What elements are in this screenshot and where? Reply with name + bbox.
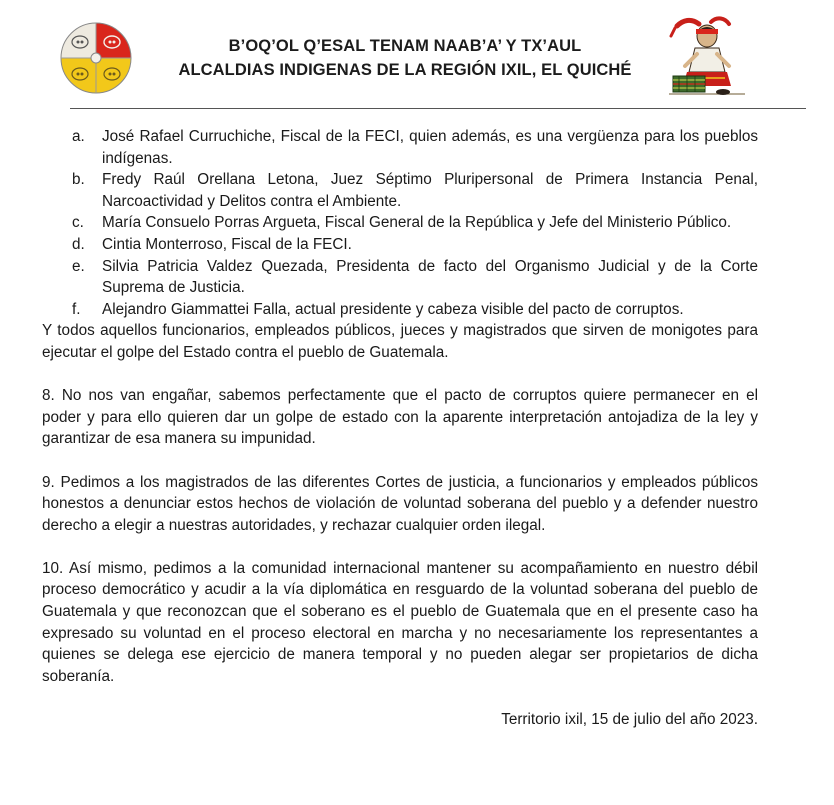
list-item <box>42 299 758 321</box>
paragraph-9: 9. Pedimos a los magistrados de las diferentes Cortes de justicia, a funcionarios y empleados públicos honestos a denunciar estos hechos de violación de voluntad soberana del pueblo y a defender nuestro derecho a elegir a nuestras autoridades, y rechazar cualquier orden ilegal. <box>42 473 758 534</box>
list-marker: e. <box>72 257 85 275</box>
official-list <box>42 126 758 320</box>
paragraph-spacer <box>42 450 758 472</box>
list-item <box>42 212 758 234</box>
list-item <box>42 234 758 256</box>
list-marker: a. <box>72 128 85 145</box>
paragraph-10: 10. Así mismo, pedimos a la comunidad internacional mantener su acompañamiento en nuestro débil proceso democrático y acudir a la vía diplomática en resguardo de la voluntad soberana del pueblo de Guatemala y que reconozcan que el soberano es el pueblo de Guatemala que en el presente caso ha expresado su voluntad en el proceso electoral en marcha y no necesariamente los representantes a quienes se delega ese ejercicio de manera temporal y no pueden alegar ser propietarios de dicha soberanía. <box>42 559 758 685</box>
paragraph-8: 8. No nos van engañar, sabemos perfectamente que el pacto de corruptos quiere permanecer en el poder y para ello quieren dar un golpe de estado con la aparente interpretación antojadiza de la ley y garantizar de esa manera su impunidad. <box>42 387 758 448</box>
paragraph-spacer <box>42 687 758 709</box>
list-marker: f. <box>72 300 81 318</box>
paragraph-spacer <box>42 364 758 386</box>
header-divider <box>70 108 806 109</box>
place-and-date: Territorio ixil, 15 de julio del año 2023. <box>501 711 758 729</box>
list-item-text: Alejandro Giammattei Falla, actual presidente y cabeza visible del pacto de corruptos. <box>102 300 684 318</box>
list-item-text: Silvia Patricia Valdez Quezada, Presidenta de facto del Organismo Judicial y de la Corte Suprema de Justicia. <box>102 257 758 297</box>
organization-subtitle: ALCALDIAS INDIGENAS DE LA REGIÓN IXIL, EL QUICHÉ <box>178 61 632 79</box>
document-body <box>42 126 758 731</box>
list-marker: d. <box>72 235 85 253</box>
list-marker: b. <box>72 171 85 189</box>
list-item-text: José Rafael Curruchiche, Fiscal de la FECI, quien además, es una vergüenza para los pueblos indígenas. <box>102 128 758 167</box>
list-item-text: María Consuelo Porras Argueta, Fiscal General de la República y Jefe del Ministerio Público. <box>102 214 732 232</box>
letterhead <box>0 0 834 112</box>
letterhead-title <box>150 34 660 82</box>
paragraph-spacer <box>42 536 758 558</box>
four-color-medallion-logo <box>58 20 134 96</box>
ixil-weaver-illustration <box>665 14 753 104</box>
list-item-text: Fredy Raúl Orellana Letona, Juez Séptimo Pluripersonal de Primera Instancia Penal, Narcoactividad y Delitos contra el Ambiente. <box>102 171 758 210</box>
list-item <box>42 169 758 212</box>
list-marker: c. <box>72 214 84 232</box>
list-item <box>42 126 758 169</box>
list-item-text: Cintia Monterroso, Fiscal de la FECI. <box>102 235 352 253</box>
list-closing-paragraph: Y todos aquellos funcionarios, empleados públicos, jueces y magistrados que sirven de monigotes para ejecutar el golpe del Estado contra el pueblo de Guatemala. <box>42 322 758 361</box>
list-item <box>42 256 758 299</box>
organization-name: B’OQ’OL Q’ESAL TENAM NAAB’A’ Y TX’AUL <box>228 37 582 55</box>
